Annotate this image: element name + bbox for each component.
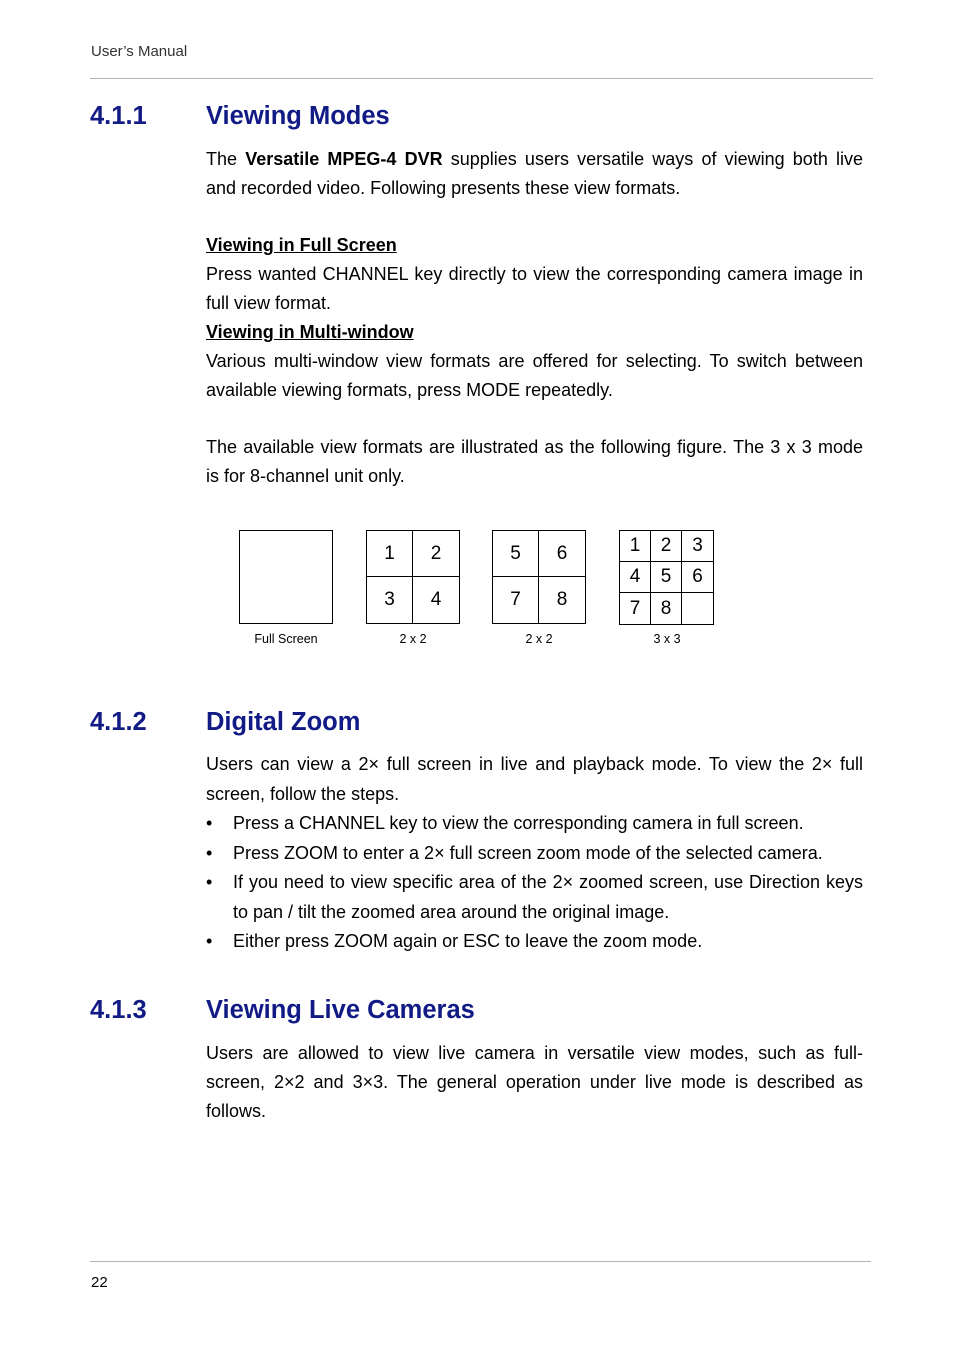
product-name: Versatile MPEG-4 DVR bbox=[245, 149, 443, 169]
channel-cell: 4 bbox=[430, 589, 442, 610]
section-title-digital-zoom bbox=[90, 707, 360, 737]
quad-layout-diagram-b bbox=[492, 530, 586, 624]
section-heading: Viewing Modes bbox=[206, 102, 390, 130]
channel-cell: 7 bbox=[493, 577, 539, 623]
digital-zoom-intro: Users can view a 2× full screen in live and playback mode. To view the 2× full screen, follow the steps. bbox=[206, 754, 863, 804]
footer-rule bbox=[90, 1261, 871, 1262]
quad-caption-b: 2 x 2 bbox=[525, 632, 553, 646]
channel-cell: 8 bbox=[556, 589, 568, 610]
list-item: • Either press ZOOM again or ESC to leave the zoom mode. bbox=[206, 927, 863, 957]
full-screen-layout-diagram bbox=[239, 530, 333, 624]
page-number: 22 bbox=[91, 1274, 108, 1291]
empty-channel-cell bbox=[682, 593, 713, 624]
channel-cell: 1 bbox=[367, 531, 413, 577]
section-heading: Digital Zoom bbox=[206, 708, 361, 736]
full-screen-caption: Full Screen bbox=[254, 632, 318, 646]
header-rule bbox=[90, 78, 873, 79]
channel-cell: 7 bbox=[620, 593, 651, 624]
section-number: 4.1.3 bbox=[90, 996, 147, 1024]
intro-text-post: supplies users versatile ways of viewing both live and recorded video. Following presents these view formats. bbox=[206, 149, 863, 198]
section-heading: Viewing Live Cameras bbox=[206, 996, 475, 1024]
quad-layout-diagram-a bbox=[366, 530, 460, 624]
quad-caption-a: 2 x 2 bbox=[399, 632, 427, 646]
nine-split-caption: 3 x 3 bbox=[653, 632, 681, 646]
list-item: • Press a CHANNEL key to view the corresponding camera in full screen. bbox=[206, 809, 863, 839]
section-number: 4.1.2 bbox=[90, 708, 147, 736]
list-item: • If you need to view specific area of the 2× zoomed screen, use Direction keys to pan / tilt the zoomed area around the original image. bbox=[206, 868, 863, 927]
channel-cell: 3 bbox=[367, 577, 413, 623]
viewing-modes-intro bbox=[206, 145, 863, 203]
section-title-viewing-live-cameras bbox=[90, 995, 475, 1025]
channel-cell: 8 bbox=[651, 593, 682, 624]
multi-window-subheading: Viewing in Multi-window bbox=[206, 322, 414, 342]
full-screen-subheading: Viewing in Full Screen bbox=[206, 235, 397, 255]
channel-cell: 3 bbox=[682, 531, 713, 562]
running-header: User’s Manual bbox=[91, 43, 188, 60]
channel-cell: 1 bbox=[620, 531, 651, 562]
multi-window-text: Various multi-window view formats are offered for selecting. To switch between available viewing formats, press MODE repeatedly. bbox=[206, 351, 863, 400]
zoom-steps-list bbox=[206, 809, 863, 957]
view-formats-text: The available view formats are illustrated as the following figure. The 3 x 3 mode is for 8-channel unit only. bbox=[206, 437, 863, 486]
intro-text-pre: The bbox=[206, 149, 246, 169]
full-screen-text: Press wanted CHANNEL key directly to view the corresponding camera image in full view format. bbox=[206, 264, 863, 313]
section-number: 4.1.1 bbox=[90, 102, 147, 130]
section-title-viewing-modes bbox=[90, 101, 390, 131]
channel-cell: 6 bbox=[682, 562, 713, 593]
channel-cell: 5 bbox=[493, 531, 539, 577]
channel-cell: 6 bbox=[539, 531, 585, 577]
channel-cell: 2 bbox=[651, 531, 682, 562]
channel-cell: 5 bbox=[651, 562, 682, 593]
list-item: • Press ZOOM to enter a 2× full screen zoom mode of the selected camera. bbox=[206, 839, 863, 869]
channel-cell: 2 bbox=[413, 531, 459, 577]
channel-cell: 4 bbox=[620, 562, 651, 593]
nine-split-layout-diagram bbox=[619, 530, 714, 625]
live-cameras-intro: Users are allowed to view live camera in versatile view modes, such as full-screen, 2×2 and 3×3. The general operation under live mode is described as follows. bbox=[206, 1043, 863, 1121]
